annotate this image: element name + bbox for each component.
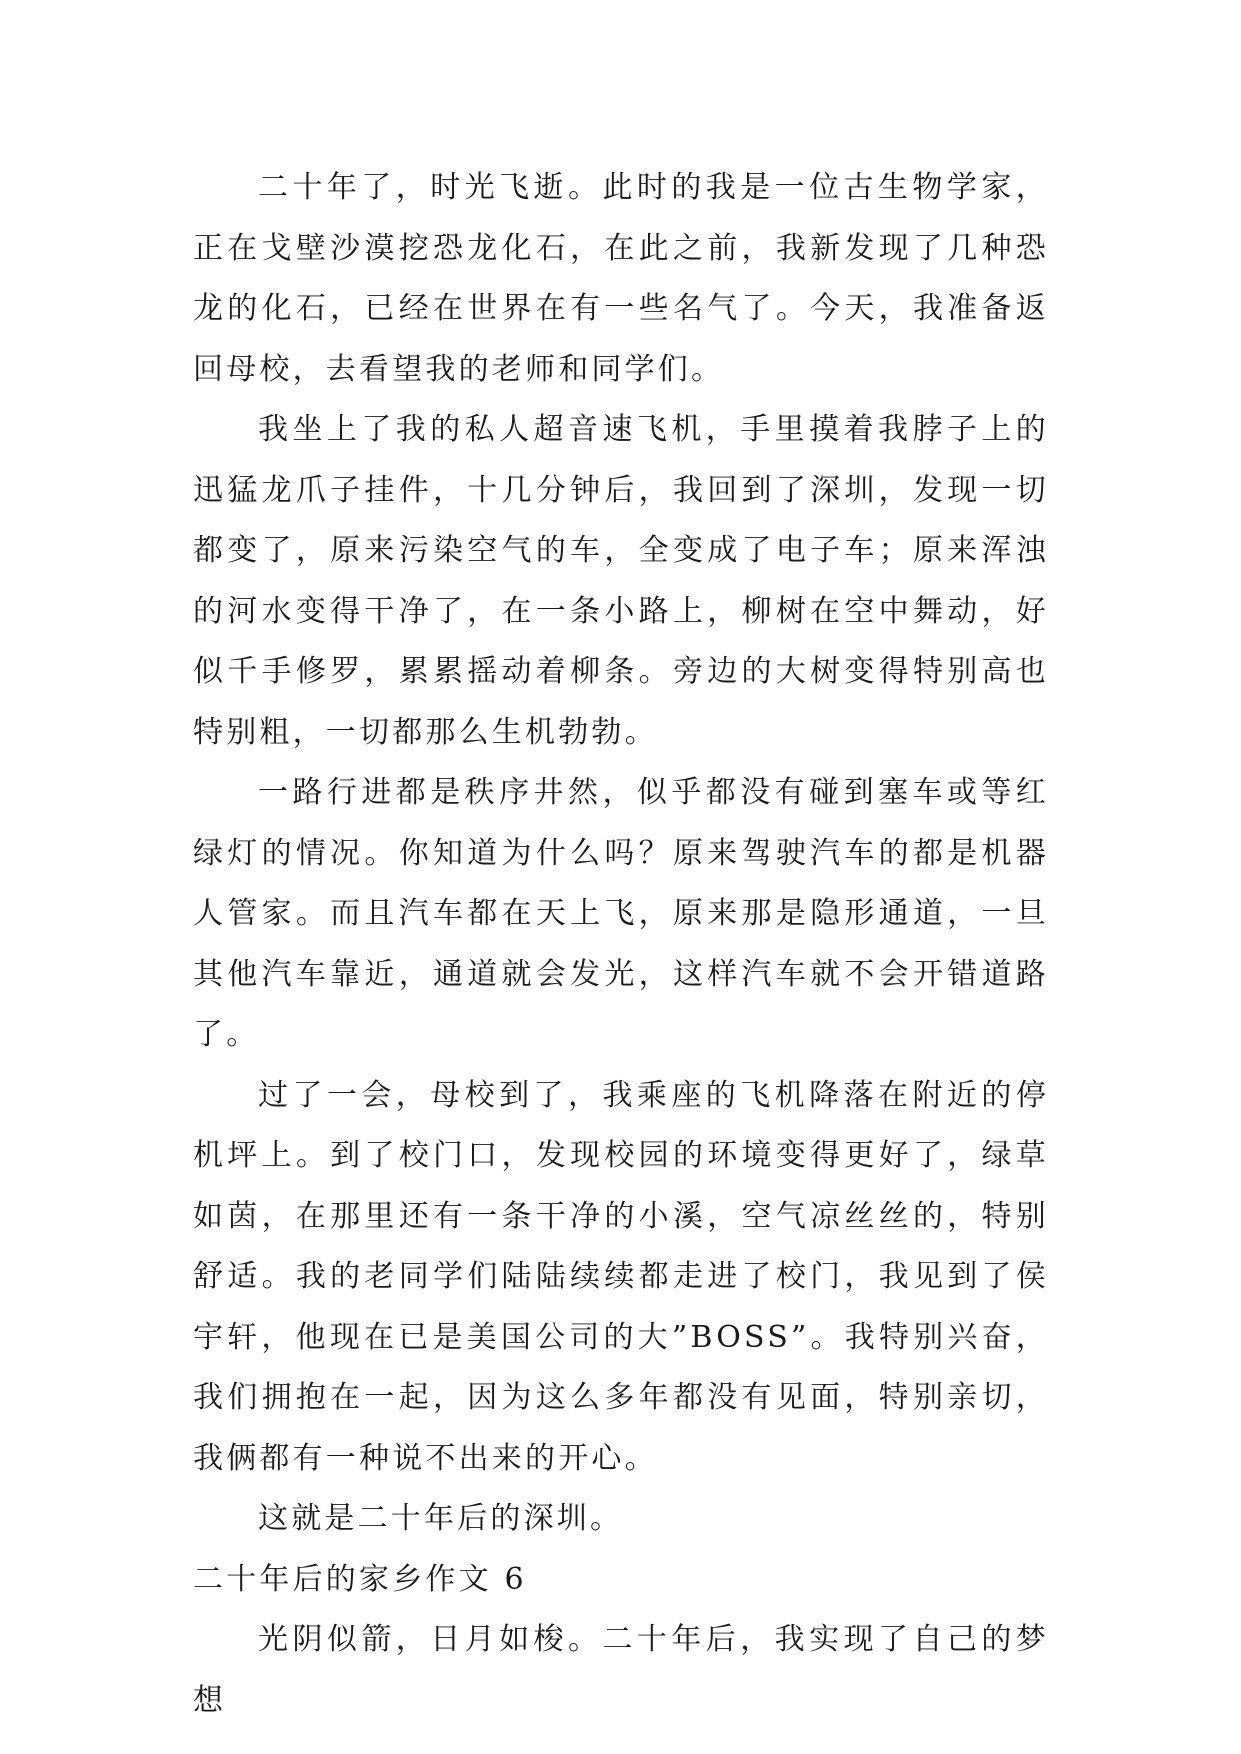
document-body: [193, 158, 1049, 1731]
paragraph: 我坐上了我的私人超音速飞机，手里摸着我脖子上的迅猛龙爪子挂件，十几分钟后，我回到了深圳，发现一切都变了，原来污染空气的车，全变成了电子车；原来浑浊的河水变得干净了，在一条小路上，柳树在空中舞动，好似千手修罗，累累摇动着柳条。旁边的大树变得特别高也特别粗，一切都那么生机勃勃。: [193, 412, 1049, 750]
paragraph: 过了一会，母校到了，我乘座的飞机降落在附近的停机坪上。到了校门口，发现校园的环境变得更好了，绿草如茵，在那里还有一条干净的小溪，空气凉丝丝的，特别舒适。我的老同学们陆陆续续都走进了校门，我见到了侯宇轩，他现在已是美国公司的大”BOSS”。我特别兴奋，我们拥抱在一起，因为这么多年都没有见面，特别亲切，我俩都有一种说不出来的开心。: [193, 1077, 1049, 1476]
paragraph: 这就是二十年后的深圳。: [258, 1501, 624, 1536]
paragraph: 二十年了，时光飞逝。此时的我是一位古生物学家，正在戈壁沙漠挖恐龙化石，在此之前，我新发现了几种恐龙的化石，已经在世界在有一些名气了。今天，我准备返回母校，去看望我的老师和同学们。: [193, 170, 1049, 387]
paragraph: 光阴似箭，日月如梭。二十年后，我实现了自己的梦想: [193, 1622, 1049, 1718]
section-title: 二十年后的家乡作文 6: [193, 1561, 527, 1597]
paragraph: 一路行进都是秩序井然，似乎都没有碰到塞车或等红绿灯的情况。你知道为什么吗？原来驾驶汽车的都是机器人管家。而且汽车都在天上飞，原来那是隐形通道，一旦其他汽车靠近，通道就会发光，这样汽车就不会开错道路了。: [193, 775, 1049, 1052]
